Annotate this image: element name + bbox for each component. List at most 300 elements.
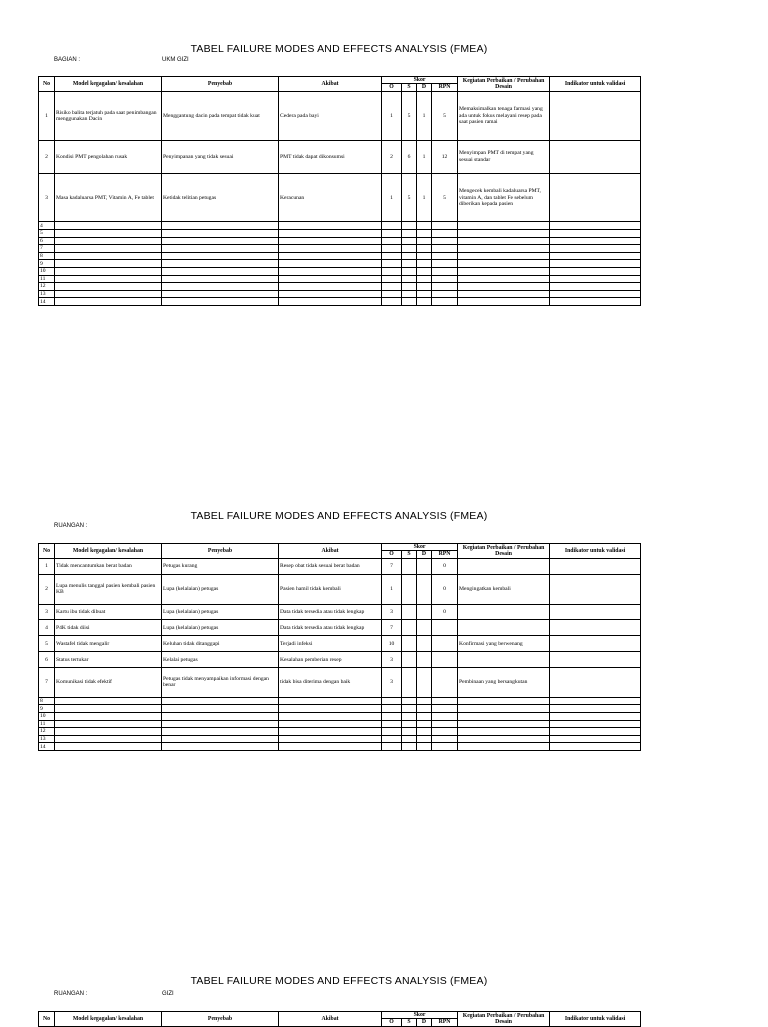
kegiatan-cell: Menyimpan PMT di tempat yang sesuai standar (458, 140, 550, 173)
rpn-cell (432, 652, 458, 668)
penyebab-cell (162, 268, 279, 276)
o-cell: 1 (382, 91, 402, 140)
model-cell (55, 230, 162, 238)
empty-table-row (39, 743, 641, 751)
section-1-meta-value: UKM GIZI (162, 57, 189, 63)
section-3-meta-value: GIZI (162, 991, 174, 997)
header-no: No (39, 544, 55, 559)
model-cell: Komunikasi tidak efektif (55, 668, 162, 698)
indikator-cell (550, 558, 641, 574)
model-cell: Tidak mencantumkan berat badan (55, 558, 162, 574)
model-cell (55, 728, 162, 736)
no-cell: 3 (39, 604, 55, 620)
model-cell (55, 275, 162, 283)
penyebab-cell (162, 713, 279, 721)
s-cell (402, 558, 417, 574)
d-cell (417, 720, 432, 728)
indikator-cell (550, 697, 641, 705)
section-1-title: TABEL FAILURE MODES AND EFFECTS ANALYSIS (FMEA) (190, 43, 488, 55)
section-3-title: TABEL FAILURE MODES AND EFFECTS ANALYSIS (FMEA) (190, 975, 488, 987)
indikator-cell (550, 713, 641, 721)
o-cell (382, 290, 402, 298)
rpn-cell (432, 668, 458, 698)
model-cell (55, 713, 162, 721)
penyebab-cell (162, 275, 279, 283)
indikator-cell (550, 735, 641, 743)
indikator-cell (550, 743, 641, 751)
rpn-cell: 0 (432, 574, 458, 604)
table-row (39, 652, 641, 668)
model-cell (55, 290, 162, 298)
s-cell: 5 (402, 173, 417, 222)
d-cell: 1 (417, 173, 432, 222)
empty-table-row (39, 260, 641, 268)
o-cell (382, 735, 402, 743)
header-kegiatan: Kegiatan Perbaikan / Perubahan Desain (458, 1012, 550, 1027)
indikator-cell (550, 620, 641, 636)
d-cell (417, 283, 432, 291)
kegiatan-cell: Memaksimalkan tenaga farmasi yang ada untuk fokus melayani resep pada saat pasien ramai (458, 91, 550, 140)
empty-table-row (39, 720, 641, 728)
s-cell (402, 283, 417, 291)
indikator-cell (550, 268, 641, 276)
o-cell: 3 (382, 604, 402, 620)
model-cell (55, 743, 162, 751)
d-cell (417, 636, 432, 652)
s-cell (402, 268, 417, 276)
rpn-cell (432, 290, 458, 298)
d-cell: 1 (417, 140, 432, 173)
s-cell (402, 705, 417, 713)
header-rpn: RPN (432, 1019, 458, 1026)
empty-table-row (39, 728, 641, 736)
rpn-cell (432, 260, 458, 268)
akibat-cell (279, 245, 382, 253)
d-cell (417, 743, 432, 751)
kegiatan-cell (458, 230, 550, 238)
akibat-cell (279, 713, 382, 721)
kegiatan-cell: Konfirmasi yang berwenang (458, 636, 550, 652)
d-cell (417, 275, 432, 283)
no-cell: 14 (39, 298, 55, 306)
penyebab-cell (162, 743, 279, 751)
kegiatan-cell (458, 260, 550, 268)
header-skor: Skor (382, 77, 458, 84)
table-row (39, 574, 641, 604)
section-3-meta-label: RUANGAN : (54, 991, 88, 997)
no-cell: 3 (39, 173, 55, 222)
d-cell (417, 652, 432, 668)
no-cell: 4 (39, 620, 55, 636)
indikator-cell (550, 728, 641, 736)
akibat-cell (279, 705, 382, 713)
rpn-cell (432, 283, 458, 291)
akibat-cell (279, 268, 382, 276)
s-cell (402, 245, 417, 253)
model-cell (55, 720, 162, 728)
s-cell (402, 697, 417, 705)
indikator-cell (550, 252, 641, 260)
model-cell (55, 705, 162, 713)
header-indikator: Indikator untuk validasi (550, 77, 641, 92)
indikator-cell (550, 260, 641, 268)
no-cell: 12 (39, 283, 55, 291)
akibat-cell (279, 222, 382, 230)
empty-table-row (39, 283, 641, 291)
penyebab-cell: Ketidak telitian petugas (162, 173, 279, 222)
d-cell: 1 (417, 91, 432, 140)
s-cell: 5 (402, 91, 417, 140)
penyebab-cell (162, 728, 279, 736)
penyebab-cell (162, 230, 279, 238)
penyebab-cell: Menggantung dacin pada tempat tidak kuat (162, 91, 279, 140)
d-cell (417, 237, 432, 245)
rpn-cell (432, 636, 458, 652)
penyebab-cell: Lupa (kelalaian) petugas (162, 574, 279, 604)
fmea-table-2 (38, 543, 641, 751)
o-cell: 3 (382, 652, 402, 668)
empty-table-row (39, 237, 641, 245)
table-row (39, 173, 641, 222)
indikator-cell (550, 705, 641, 713)
no-cell: 12 (39, 728, 55, 736)
no-cell: 9 (39, 705, 55, 713)
model-cell (55, 735, 162, 743)
model-cell: P4K tidak diisi (55, 620, 162, 636)
section-1-meta-label: BAGIAN : (54, 57, 81, 63)
no-cell: 9 (39, 260, 55, 268)
rpn-cell: 5 (432, 173, 458, 222)
kegiatan-cell (458, 268, 550, 276)
indikator-cell (550, 245, 641, 253)
no-cell: 13 (39, 735, 55, 743)
table-row (39, 636, 641, 652)
penyebab-cell (162, 252, 279, 260)
d-cell (417, 668, 432, 698)
model-cell: Kondisi PMT pengolahan rusak (55, 140, 162, 173)
table-row (39, 620, 641, 636)
table-row (39, 91, 641, 140)
penyebab-cell (162, 697, 279, 705)
no-cell: 1 (39, 558, 55, 574)
header-no: No (39, 1012, 55, 1027)
s-cell (402, 728, 417, 736)
penyebab-cell: Keluhan tidak ditanggapi (162, 636, 279, 652)
o-cell (382, 245, 402, 253)
o-cell (382, 713, 402, 721)
akibat-cell (279, 735, 382, 743)
penyebab-cell (162, 735, 279, 743)
header-s: S (402, 84, 417, 91)
penyebab-cell (162, 237, 279, 245)
header-d: D (417, 84, 432, 91)
no-cell: 2 (39, 140, 55, 173)
penyebab-cell: Lupa (kelalaian) petugas (162, 620, 279, 636)
empty-table-row (39, 298, 641, 306)
kegiatan-cell (458, 275, 550, 283)
o-cell (382, 697, 402, 705)
kegiatan-cell: Pembinaan yang bersangkutan (458, 668, 550, 698)
d-cell (417, 245, 432, 253)
model-cell (55, 252, 162, 260)
rpn-cell (432, 697, 458, 705)
table-row (39, 140, 641, 173)
indikator-cell (550, 230, 641, 238)
penyebab-cell: Penyimpanan yang tidak sesuai (162, 140, 279, 173)
indikator-cell (550, 237, 641, 245)
o-cell (382, 237, 402, 245)
d-cell (417, 252, 432, 260)
rpn-cell (432, 620, 458, 636)
o-cell (382, 275, 402, 283)
model-cell (55, 268, 162, 276)
indikator-cell (550, 222, 641, 230)
akibat-cell: PMT tidak dapat dikonsumsi (279, 140, 382, 173)
penyebab-cell: Lupa (kelalaian) petugas (162, 604, 279, 620)
akibat-cell (279, 283, 382, 291)
model-cell: Lupa menulis tanggal pasien kembali pasien KB (55, 574, 162, 604)
d-cell (417, 260, 432, 268)
kegiatan-cell (458, 713, 550, 721)
d-cell (417, 604, 432, 620)
section-2-title: TABEL FAILURE MODES AND EFFECTS ANALYSIS (FMEA) (190, 510, 488, 522)
akibat-cell: Data tidak tersedia atau tidak lengkap (279, 604, 382, 620)
s-cell: 6 (402, 140, 417, 173)
kegiatan-cell (458, 298, 550, 306)
akibat-cell: Keracunan (279, 173, 382, 222)
no-cell: 2 (39, 574, 55, 604)
akibat-cell (279, 260, 382, 268)
no-cell: 7 (39, 668, 55, 698)
o-cell (382, 252, 402, 260)
d-cell (417, 558, 432, 574)
no-cell: 4 (39, 222, 55, 230)
no-cell: 10 (39, 713, 55, 721)
rpn-cell (432, 230, 458, 238)
no-cell: 10 (39, 268, 55, 276)
kegiatan-cell (458, 252, 550, 260)
o-cell: 10 (382, 636, 402, 652)
o-cell (382, 268, 402, 276)
akibat-cell (279, 230, 382, 238)
no-cell: 7 (39, 245, 55, 253)
o-cell: 2 (382, 140, 402, 173)
section-2-meta-label: RUANGAN : (54, 523, 88, 529)
empty-table-row (39, 230, 641, 238)
kegiatan-cell (458, 558, 550, 574)
s-cell (402, 720, 417, 728)
kegiatan-cell (458, 283, 550, 291)
empty-table-row (39, 268, 641, 276)
d-cell (417, 222, 432, 230)
o-cell: 7 (382, 620, 402, 636)
penyebab-cell: Petugas tidak menyampaikan informasi dengan benar (162, 668, 279, 698)
s-cell (402, 636, 417, 652)
penyebab-cell (162, 283, 279, 291)
kegiatan-cell (458, 743, 550, 751)
s-cell (402, 222, 417, 230)
rpn-cell (432, 705, 458, 713)
s-cell (402, 652, 417, 668)
rpn-cell (432, 743, 458, 751)
akibat-cell: tidak bisa diterima dengan baik (279, 668, 382, 698)
rpn-cell (432, 252, 458, 260)
empty-table-row (39, 245, 641, 253)
rpn-cell (432, 720, 458, 728)
o-cell (382, 298, 402, 306)
fmea-table-3 (38, 1011, 641, 1027)
akibat-cell: Cedera pada bayi (279, 91, 382, 140)
o-cell: 1 (382, 574, 402, 604)
kegiatan-cell (458, 735, 550, 743)
fmea-table-1 (38, 76, 641, 306)
indikator-cell (550, 652, 641, 668)
indikator-cell (550, 604, 641, 620)
empty-table-row (39, 275, 641, 283)
o-cell (382, 728, 402, 736)
header-penyebab: Penyebab (162, 544, 279, 559)
d-cell (417, 620, 432, 636)
rpn-cell (432, 735, 458, 743)
kegiatan-cell (458, 705, 550, 713)
header-indikator: Indikator untuk validasi (550, 1012, 641, 1027)
s-cell (402, 290, 417, 298)
akibat-cell (279, 728, 382, 736)
empty-table-row (39, 222, 641, 230)
no-cell: 8 (39, 252, 55, 260)
s-cell (402, 237, 417, 245)
kegiatan-cell: Mengingatkan kembali (458, 574, 550, 604)
rpn-cell (432, 268, 458, 276)
rpn-cell: 12 (432, 140, 458, 173)
model-cell: Wastafel tidak mengalir (55, 636, 162, 652)
rpn-cell (432, 298, 458, 306)
s-cell (402, 668, 417, 698)
kegiatan-cell (458, 652, 550, 668)
rpn-cell (432, 222, 458, 230)
no-cell: 6 (39, 652, 55, 668)
akibat-cell (279, 237, 382, 245)
s-cell (402, 604, 417, 620)
akibat-cell (279, 298, 382, 306)
s-cell (402, 252, 417, 260)
penyebab-cell: Petugas kurang (162, 558, 279, 574)
header-skor: Skor (382, 1012, 458, 1019)
s-cell (402, 735, 417, 743)
akibat-cell (279, 275, 382, 283)
o-cell: 1 (382, 173, 402, 222)
header-akibat: Akibat (279, 77, 382, 92)
model-cell: Kartu ibu tidak dibuat (55, 604, 162, 620)
penyebab-cell (162, 720, 279, 728)
no-cell: 11 (39, 275, 55, 283)
header-penyebab: Penyebab (162, 1012, 279, 1027)
akibat-cell: Pasien hamil tidak kembali (279, 574, 382, 604)
s-cell (402, 298, 417, 306)
akibat-cell (279, 290, 382, 298)
kegiatan-cell (458, 222, 550, 230)
kegiatan-cell (458, 237, 550, 245)
indikator-cell (550, 275, 641, 283)
header-o: O (382, 84, 402, 91)
no-cell: 5 (39, 230, 55, 238)
indikator-cell (550, 91, 641, 140)
rpn-cell (432, 245, 458, 253)
empty-table-row (39, 290, 641, 298)
kegiatan-cell (458, 728, 550, 736)
header-model: Model kegagalan/ kesalahan (55, 77, 162, 92)
d-cell (417, 705, 432, 713)
rpn-cell (432, 237, 458, 245)
akibat-cell: Terjadi infeksi (279, 636, 382, 652)
model-cell: Status tertukar (55, 652, 162, 668)
d-cell (417, 574, 432, 604)
header-no: No (39, 77, 55, 92)
header-kegiatan: Kegiatan Perbaikan / Perubahan Desain (458, 77, 550, 92)
s-cell (402, 230, 417, 238)
o-cell (382, 743, 402, 751)
header-d: D (417, 551, 432, 558)
akibat-cell (279, 697, 382, 705)
s-cell (402, 713, 417, 721)
model-cell (55, 260, 162, 268)
kegiatan-cell: Mengecek kembali kadaluarsa PMT, vitamin A, dan tablet Fe sebelum diberikan kepada pasien (458, 173, 550, 222)
kegiatan-cell (458, 290, 550, 298)
rpn-cell: 5 (432, 91, 458, 140)
o-cell (382, 222, 402, 230)
no-cell: 1 (39, 91, 55, 140)
s-cell (402, 620, 417, 636)
table-row (39, 558, 641, 574)
no-cell: 8 (39, 697, 55, 705)
indikator-cell (550, 636, 641, 652)
penyebab-cell (162, 298, 279, 306)
table-row (39, 668, 641, 698)
indikator-cell (550, 140, 641, 173)
akibat-cell: Data tidak tersedia atau tidak lengkap (279, 620, 382, 636)
d-cell (417, 713, 432, 721)
model-cell (55, 298, 162, 306)
empty-table-row (39, 705, 641, 713)
d-cell (417, 298, 432, 306)
indikator-cell (550, 283, 641, 291)
rpn-cell: 0 (432, 558, 458, 574)
indikator-cell (550, 173, 641, 222)
no-cell: 6 (39, 237, 55, 245)
indikator-cell (550, 720, 641, 728)
o-cell (382, 230, 402, 238)
o-cell (382, 283, 402, 291)
indikator-cell (550, 298, 641, 306)
d-cell (417, 290, 432, 298)
o-cell (382, 705, 402, 713)
penyebab-cell (162, 260, 279, 268)
header-o: O (382, 1019, 402, 1026)
empty-table-row (39, 252, 641, 260)
penyebab-cell: Kelalai petugas (162, 652, 279, 668)
empty-table-row (39, 713, 641, 721)
header-rpn: RPN (432, 551, 458, 558)
no-cell: 11 (39, 720, 55, 728)
kegiatan-cell (458, 697, 550, 705)
kegiatan-cell (458, 720, 550, 728)
kegiatan-cell (458, 620, 550, 636)
table-row (39, 604, 641, 620)
rpn-cell (432, 713, 458, 721)
d-cell (417, 728, 432, 736)
kegiatan-cell (458, 604, 550, 620)
header-indikator: Indikator untuk validasi (550, 544, 641, 559)
